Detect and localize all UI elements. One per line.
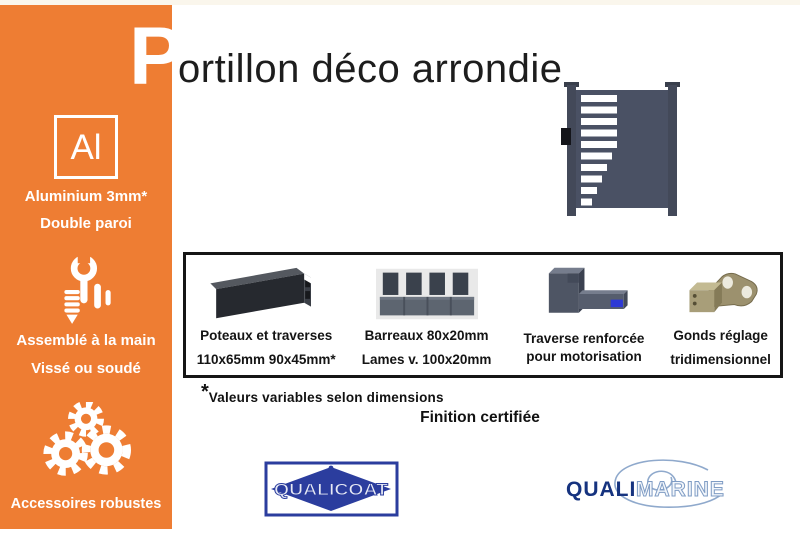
sidebar-aluminium-line1: Aluminium 3mm* — [24, 188, 148, 205]
feature-poteaux-dimensions: 110x65mm 90x45mm* — [196, 352, 336, 368]
feature-poteaux-label: Poteaux et traverses — [200, 328, 333, 343]
feature-gonds-label2: tridimensionnel — [670, 352, 771, 368]
aluminium-badge-label: Al — [70, 127, 102, 167]
qualicoat-logo — [264, 461, 399, 517]
barreaux-image — [376, 268, 478, 320]
certification-heading: Finition certifiée — [420, 409, 540, 426]
feature-gonds-label: Gonds réglage — [673, 328, 768, 343]
traverse-motorisation-image — [529, 264, 639, 324]
sidebar-accessories-line: Accessoires robustes — [10, 496, 162, 512]
qualicoat-logo-text: QUALICOAT — [274, 480, 389, 499]
sidebar-aluminium-line2: Double paroi — [40, 215, 132, 232]
qualimarine-logo — [556, 456, 746, 514]
qualimarine-logo-text-solid: QUALI — [566, 478, 637, 501]
feature-traverse-label2: pour motorisation — [526, 349, 642, 365]
feature-traverse — [507, 255, 661, 375]
page-title: ortillon déco arrondie — [178, 47, 563, 91]
feature-traverse-label: Traverse renforcée — [523, 331, 645, 346]
footnote — [201, 381, 444, 407]
gears-icon — [38, 402, 134, 486]
features-box — [183, 252, 783, 378]
page-title-initial: P — [129, 11, 184, 102]
gonds-image — [678, 264, 764, 324]
wrench-screwdriver-icon — [52, 255, 122, 327]
footnote-asterisk: * — [201, 381, 209, 403]
feature-barreaux-dimensions: Lames v. 100x20mm — [361, 352, 492, 368]
poteaux-image — [210, 264, 322, 324]
feature-poteaux — [186, 255, 346, 375]
gate-lock-handle — [561, 128, 571, 145]
footnote-text: Valeurs variables selon dimensions — [208, 390, 444, 405]
sidebar-assembly-line2: Vissé ou soudé — [31, 360, 141, 377]
qualimarine-logo-text-outline: MARINE — [636, 478, 725, 501]
feature-barreaux-label: Barreaux 80x20mm — [364, 328, 489, 343]
feature-barreaux — [346, 255, 506, 375]
sidebar-assembly-line1: Assemblé à la main — [16, 332, 156, 349]
aluminium-badge-icon — [54, 115, 118, 179]
gate-product-image — [556, 80, 688, 222]
feature-gonds — [661, 255, 780, 375]
